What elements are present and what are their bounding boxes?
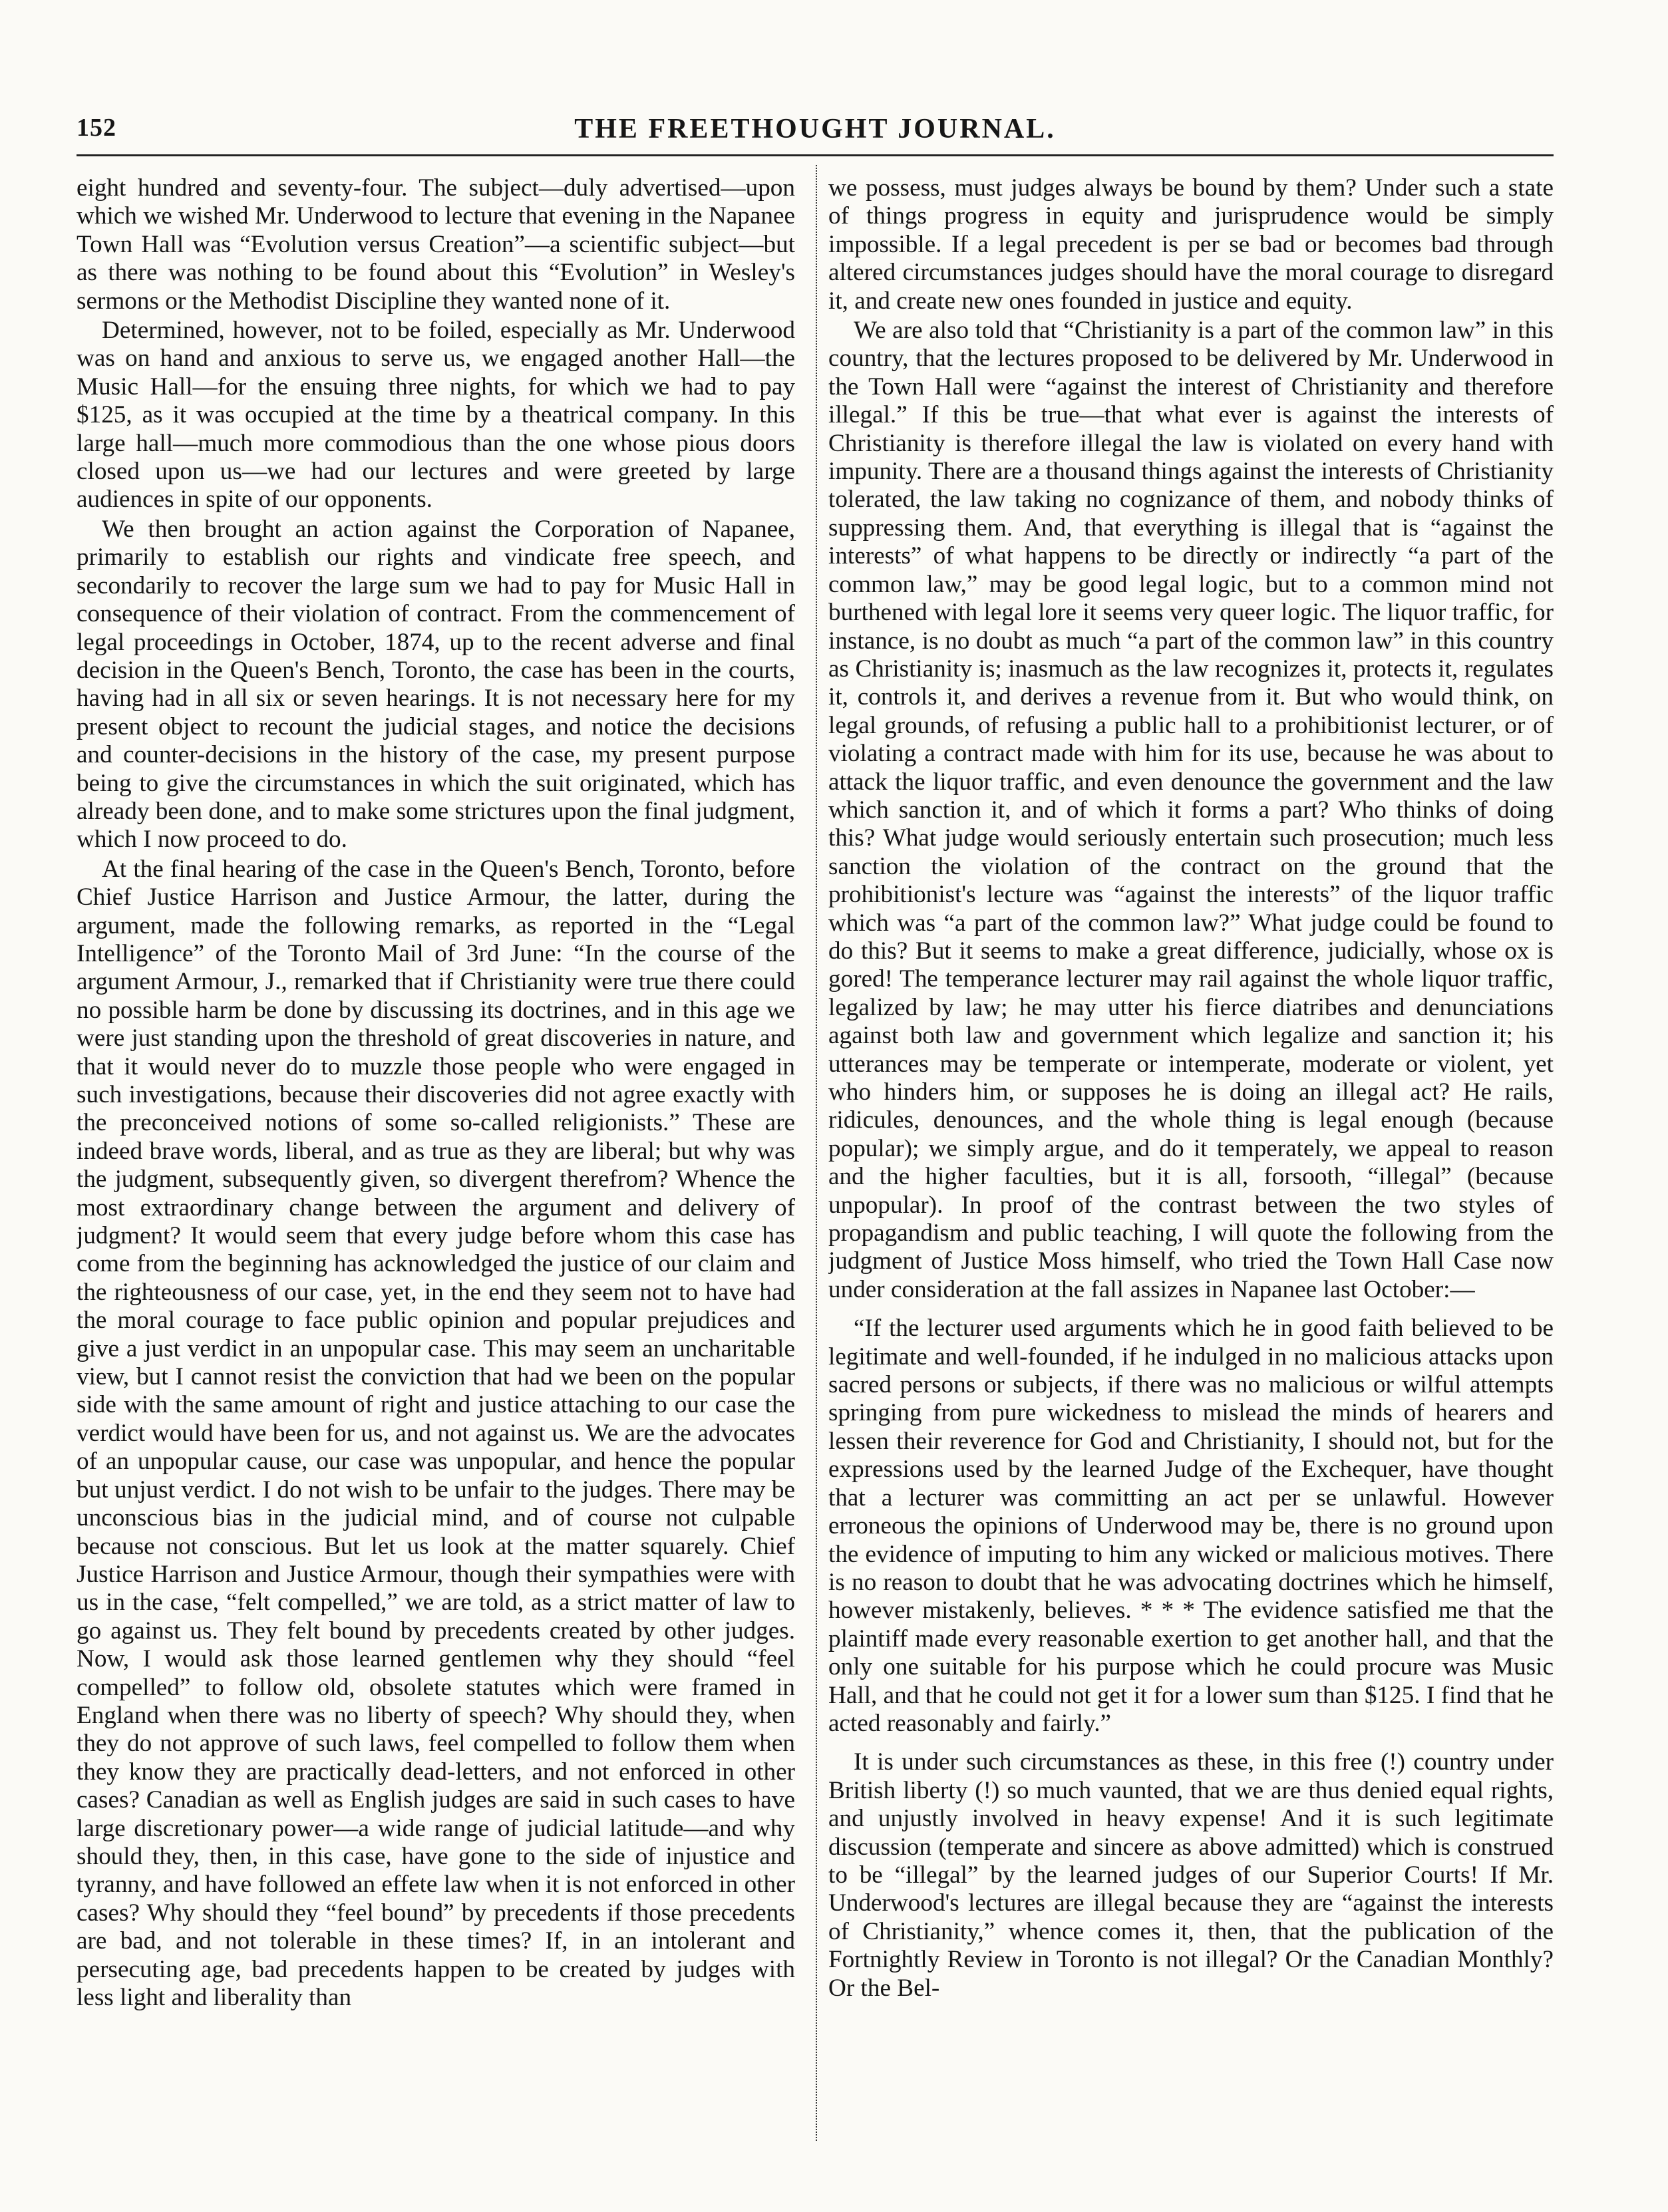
quoted-judgment: “If the lecturer used arguments which he in good faith believed to be legitimate and well-founded, if he indulged in no malicious attacks upon sacred persons or subjects, if there was no malicious or wilful attempts springing from pure wickedness to mislead the minds of hearers and lessen their reverence for God and Christianity, I should not, but for the expressions used by the learned Judge of the Exchequer, have thought that a lecturer was committing an act per se unlawful. However erroneous the opinions of Underwood may be, there is no ground upon the evidence of imputing to him any wicked or malicious motives. There is no reason to doubt that he was advocating doctrines which he himself, however mistakenly, believes. * * * The evidence satisfied me that the plaintiff made every reasonable exertion to get another hall, and that the only one suitable for his purpose which he could procure was Music Hall, and that he could not get it for a lower sum than $125. I find that he acted reasonably and fairly.” (828, 1315, 1554, 1737)
paragraph: It is under such circumstances as these, in this free (!) country under British liberty (!) so much vaunted, that we are thus denied equal rights, and unjustly involved in heavy expense! And it is such legitimate discussion (temperate and sincere as above admitted) which is construed to be “illegal” by the learned judges of our Superior Courts! If Mr. Underwood's lectures are illegal because they are “against the interests of Christianity,” whence comes it, then, that the publication of the Fortnightly Review in Toronto is not illegal? Or the Canadian Monthly? Or the Bel- (828, 1748, 1554, 2002)
paragraph: We are also told that “Christianity is a part of the common law” in this country, that the lectures proposed to be delivered by Mr. Underwood in the Town Hall were “against the interest of Christianity and therefore illegal.” If this be true—that what ever is against the interests of Christianity is therefore illegal the law is violated on every hand with impunity. There are a thousand things against the interests of Christianity tolerated, the law taking no cognizance of them, and nobody thinks of suppressing them. And, that everything is illegal that is “against the interests” of what happens to be directly or indirectly “a part of the common law,” may be good legal logic, but to a common mind not burthened with legal lore it seems very queer logic. The liquor traffic, for instance, is no doubt as much “a part of the common law” in this country as Christianity is; inasmuch as the law recognizes it, protects it, regulates it, controls it, and derives a revenue from it. But who would think, on legal grounds, of refusing a public hall to a prohibitionist lecturer, or of violating a contract made with him for its use, because he was about to attack the liquor traffic, and even denounce the government and the law which sanction it, and of which it forms a part? Who thinks of doing this? What judge would seriously entertain such prosecution; much less sanction the violation of the contract on the ground that the prohibitionist's lecture was “against the interests” of the liquor traffic which was “a part of the common law?” What judge could be found to do this? But it seems to make a great difference, judicially, whose ox is gored! The temperance lecturer may rail against the whole liquor traffic, legalized by law; he may utter his fierce diatribes and denunciations against both law and government which legalize and sanction it; his utterances may be temperate or intemperate, moderate or violent, yet who hinders him, or supposes he is doing an illegal act? He rails, ridicules, denounces, and the whole thing is legal enough (because popular); we simply argue, and do it temperately, we appeal to reason and the higher faculties, but it is all, forsooth, “illegal” (because unpopular). In proof of the contrast between the two styles of propagandism and public teaching, I will quote the following from the judgment of Justice Moss himself, who tried the Town Hall Case now under consideration at the fall assizes in Napanee last October:— (828, 317, 1554, 1303)
left-column (77, 174, 795, 2143)
page-header (77, 113, 1554, 153)
header-rule (77, 154, 1554, 156)
paragraph: We then brought an action against the Corporation of Napanee, primarily to establish our rights and vindicate free speech, and secondarily to recover the large sum we had to pay for Music Hall in consequence of their violation of contract. From the commencement of legal proceedings in October, 1874, up to the recent adverse and final decision in the Queen's Bench, Toronto, the case has been in the courts, having had in all six or seven hearings. It is not necessary here for my present object to recount the judicial stages, and notice the decisions and counter-decisions in the history of the case, my present purpose being to give the circumstances in which the suit originated, which has already been done, and to make some strictures upon the final judgment, which I now proceed to do. (77, 515, 795, 854)
paragraph: At the final hearing of the case in the Queen's Bench, Toronto, before Chief Justice Harrison and Justice Armour, the latter, during the argument, made the following remarks, as reported in the “Legal Intelligence” of the Toronto Mail of 3rd June: “In the course of the argument Armour, J., remarked that if Christianity were true there could no possible harm be done by discussing its doctrines, and in this age we were just standing upon the threshold of great discoveries in nature, and that it would never do to muzzle those people who were engaged in such investigations, because their discoveries did not agree exactly with the preconceived notions of some so-called religionists.” These are indeed brave words, liberal, and as true as they are liberal; but why was the judgment, subsequently given, so divergent therefrom? Whence the most extraordinary change between the argument and delivery of judgment? It would seem that every judge before whom this case has come from the beginning has acknowledged the justice of our claim and the righteousness of our case, yet, in the end they seem not to have had the moral courage to face public opinion and popular prejudices and give a just verdict in an unpopular case. This may seem an uncharitable view, but I cannot resist the conviction that had we been on the popular side with the same amount of right and justice attaching to our case the verdict would have been for us, and not against us. We are the advocates of an unpopular cause, our case was unpopular, and hence the popular but unjust verdict. I do not wish to be unfair to the judges. There may be unconscious bias in the judicial mind, and of course not culpable because not conscious. But let us look at the matter squarely. Chief Justice Harrison and Justice Armour, though their sympathies were with us in the case, “felt compelled,” we are told, as a strict matter of law to go against us. They felt bound by precedents created by other judges. Now, I would ask those learned gentlemen why they should “feel compelled” to follow old, obsolete statutes which were framed in England when there was no liberty of speech? Why should they, when they do not approve of such laws, feel compelled to follow them when they know they are practically dead-letters, and not enforced in other cases? Canadian as well as English judges are said in such cases to have large discretionary power—a wide range of judicial latitude—and why should they, then, in this case, have gone to the side of injustice and tyranny, and have followed an effete law when it is not enforced in other cases? Why should they “feel bound” by precedents if those precedents are bad, and not tolerable in these times? If, in an intolerant and persecuting age, bad precedents happen to be created by judges with less light and liberality than (77, 855, 795, 2011)
column-divider (816, 165, 817, 2141)
page-number: 152 (77, 114, 116, 142)
paragraph: Determined, however, not to be foiled, especially as Mr. Underwood was on hand and anxious to serve us, we engaged another Hall—the Music Hall—for the ensuing three nights, for which we had to pay $125, as it was occupied at the time by a theatrical company. In this large hall—much more commodious than the one whose pious doors closed upon us—we had our lectures and were greeted by large audiences in spite of our opponents. (77, 317, 795, 514)
paragraph: we possess, must judges always be bound by them? Under such a state of things progress in equity and jurisprudence would be simply impossible. If a legal precedent is per se bad or becomes bad through altered circumstances judges should have the moral courage to disregard it, and create new ones founded in justice and equity. (828, 174, 1554, 315)
paragraph: eight hundred and seventy-four. The subject—duly advertised—upon which we wished Mr. Underwood to lecture that evening in the Napanee Town Hall was “Evolution versus Creation”—a scientific subject—but as there was nothing to be found about this “Evolution” in Wesley's sermons or the Methodist Discipline they wanted none of it. (77, 174, 795, 315)
right-column (828, 174, 1554, 2143)
journal-title: THE FREETHOUGHT JOURNAL. (574, 114, 1056, 144)
